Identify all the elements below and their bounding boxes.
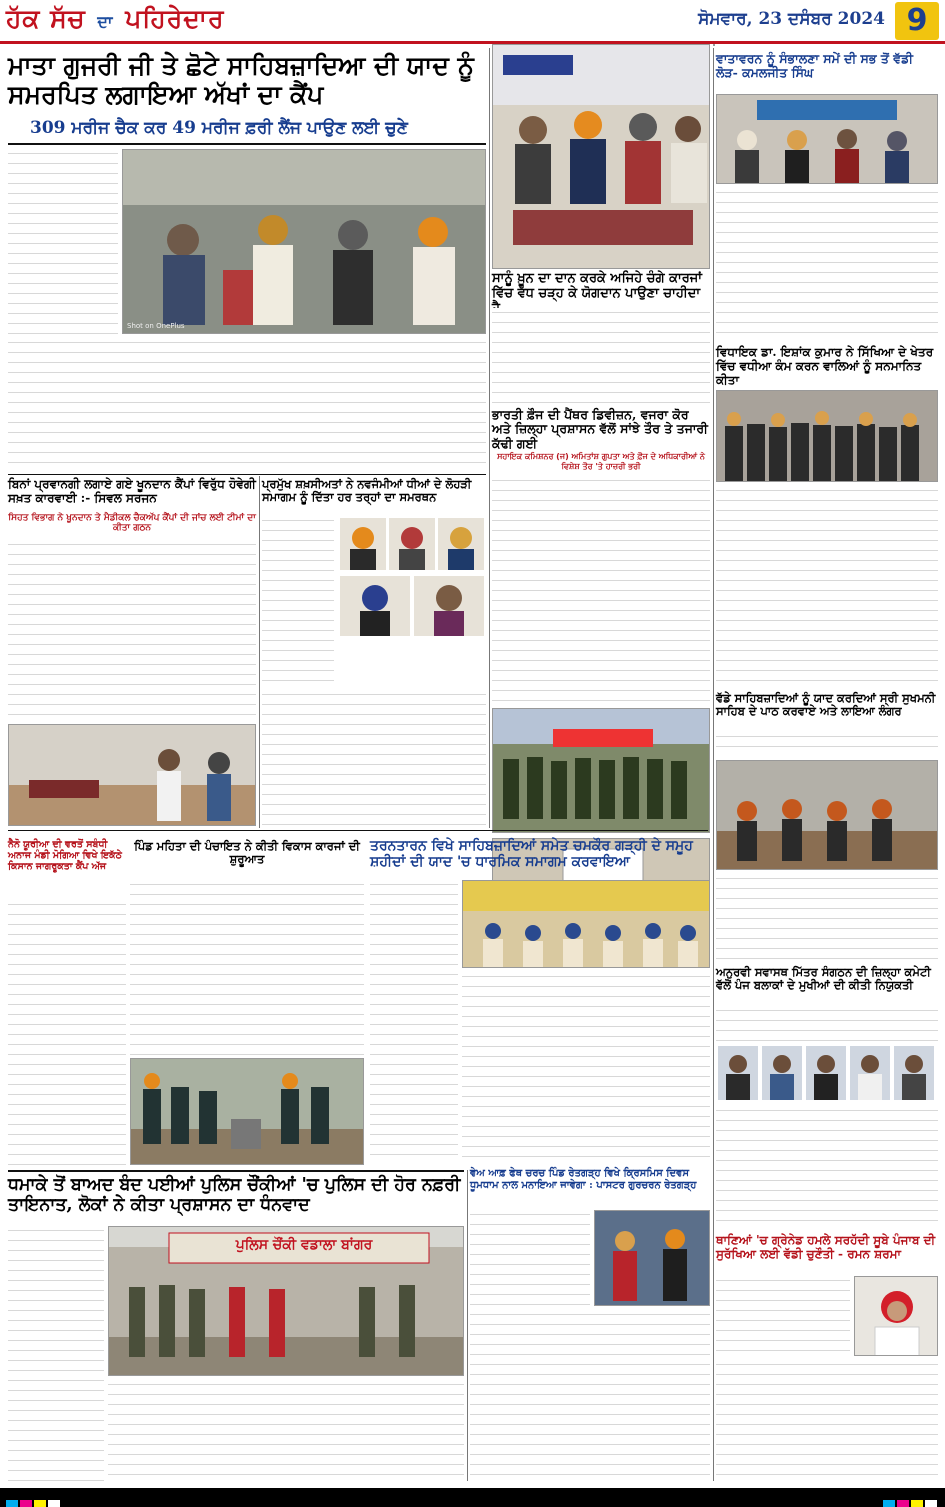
- page-number: 9: [895, 2, 939, 40]
- blood-donation-headline: ਸਾਨੂੰ ਖ਼ੂਨ ਦਾ ਦਾਨ ਕਰਕੇ ਅਜਿਹੇ ਚੰਗੇ ਕਾਰਜਾਂ ਵਿੱਚ ਵੱਧ ਚੜ੍ਹ ਕੇ ਯੋਗਦਾਨ ਪਾਉਣਾ ਚਾਹੀਦਾ: [492, 271, 702, 301]
- column-rule: [489, 48, 490, 828]
- nri-body: [8, 900, 126, 1165]
- environment-body: [716, 188, 938, 340]
- health-committee-body: [716, 1106, 938, 1226]
- environment-photo: [716, 94, 938, 184]
- tarn-taran-body: [462, 972, 710, 1160]
- environment-headline: ਵਾਤਾਵਰਨ ਨੂੰ ਸੰਭਾਲਣਾ ਸਮੇਂ ਦੀ ਸਭ ਤੋਂ ਵੱਡੀ ਲੋੜ- ਕਮਲਜੀਤ ਸਿੰਘ: [716, 51, 913, 81]
- photo-credit: Shot on OnePlus: [127, 322, 185, 330]
- tarn-taran-photo-art: [463, 881, 710, 968]
- christmas-body-col: [470, 1210, 590, 1306]
- sukhmani-body: [716, 874, 938, 962]
- divider: [8, 830, 708, 831]
- civil-surgeon-photo-art: [9, 725, 256, 826]
- logo-left: ਹੱਕ ਸੱਚ: [6, 4, 86, 33]
- village-works-photo-art: [131, 1059, 364, 1165]
- army-body: [492, 476, 710, 706]
- village-works-photo: [130, 1058, 364, 1165]
- column-rule: [467, 1170, 468, 1481]
- blood-donation-photo: [492, 44, 710, 269]
- health-committee-portraits: [716, 1044, 938, 1102]
- nri-headline: ਨੈਨੋ ਯੂਰੀਆ ਦੀ ਵਰਤੋਂ ਸਬੰਧੀ ਅਨਾਜ ਮੰਡੀ ਮੋਗਿਆ ਵਿਖੇ ਇਕੱਠੇ ਕਿਸਾਨ ਜਾਗਰੂਕਤਾ ਕੈਂਪ ਅੱਜ: [8, 839, 122, 872]
- masthead: [0, 0, 945, 44]
- lohri-headline: ਪ੍ਰਮੁੱਖ ਸ਼ਖ਼ਸੀਅਤਾਂ ਨੇ ਨਵਜੰਮੀਆਂ ਧੀਆਂ ਦੇ ਲੋਹੜੀ ਸਮਾਗਮ ਨੂੰ ਦਿੱਤਾ ਹਰ ਤਰ੍ਹਾਂ ਦਾ ਸਮਰਥਨ: [262, 477, 472, 505]
- army-subhead: ਸਹਾਇਕ ਕਮਿਸ਼ਨਰ (ਜ) ਅਮਿਤਾਂਸ਼ ਗੁਪਤਾ ਅਤੇ ਫ਼ੌਜ ਦੇ ਅਧਿਕਾਰੀਆਂ ਨੇ ਵਿਸ਼ੇਸ਼ ਤੌਰ 'ਤੇ ਹਾਜ਼ਰੀ ਭਰੀ: [497, 452, 705, 471]
- eye-camp-photo: [122, 149, 486, 334]
- blood-donation-photo-art: [493, 45, 710, 269]
- lohri-body: [262, 690, 486, 826]
- column-rule: [713, 48, 714, 1481]
- logo-right: ਪਹਿਰੇਦਾਰ: [125, 4, 225, 33]
- health-committee-body-top: [716, 1006, 938, 1042]
- health-committee-headline: ਅਨੁਰਵੀ ਸਵਾਸਥ ਮਿੱਤਰ ਸੰਗਠਨ ਦੀ ਜ਼ਿਲ੍ਹਾ ਕਮੇਟੀ ਵੱਲੋਂ ਪੰਜ ਬਲਾਕਾਂ ਦੇ ਮੁਖੀਆਂ ਦੀ ਕੀਤੀ ਨਿਯੁਕਤੀ: [716, 965, 931, 993]
- police-post-sign: ਪੁਲਿਸ ਚੌਂਕੀ ਵਡਾਲਾ ਬਾਂਗਰ: [235, 1237, 373, 1253]
- grenade-photo: [854, 1276, 938, 1356]
- vidhayak-body: [716, 486, 938, 686]
- color-registration-strip: [883, 1493, 939, 1507]
- sukhmani-photo: [716, 760, 938, 870]
- health-committee-portraits-art: [716, 1044, 938, 1102]
- grenade-headline: ਥਾਣਿਆਂ 'ਚ ਗ੍ਰੇਨੇਡ ਹਮਲੇ ਸਰਹੱਦੀ ਸੂਬੇ ਪੰਜਾਬ ਦੀ ਸੁਰੱਖਿਆ ਲਈ ਵੱਡੀ ਚੁਣੌਤੀ - ਰਮਨ ਸ਼ਰਮਾ: [716, 1233, 936, 1261]
- column-rule: [259, 476, 260, 828]
- divider: [8, 474, 486, 475]
- eye-camp-headline: ਮਾਤਾ ਗੁਜਰੀ ਜੀ ਤੇ ਛੋਟੇ ਸਾਹਿਬਜ਼ਾਦਿਆ ਦੀ ਯਾਦ ਨੂੰ ਸਮਰਪਿਤ ਲਗਾਇਆ ਅੱਖਾਂ ਦਾ ਕੈਂਪ: [8, 51, 474, 109]
- christmas-headline: ਵੇਅ ਆਫ਼ ਫੇਥ ਚਰਚ ਪਿੰਡ ਰੇਤਗੜ੍ਹ ਵਿਖੇ ਕ੍ਰਿਸਮਿਸ ਦਿਵਸ ਧੂਮਧਾਮ ਨਾਲ ਮਨਾਇਆ ਜਾਵੇਗਾ : ਪਾਸਟਰ ਗੁਰਚਰਨ ਰੇਤਗੜ੍ਹ: [470, 1168, 697, 1191]
- vidhayak-headline: ਵਿਧਾਇਕ ਡਾ. ਇਸ਼ਾਂਕ ਕੁਮਾਰ ਨੇ ਸਿੱਖਿਆ ਦੇ ਖੇਤਰ ਵਿੱਚ ਵਧੀਆ ਕੰਮ ਕਰਨ ਵਾਲਿਆਂ ਨੂੰ ਸਨਮਾਨਿਤ ਕੀਤਾ: [716, 345, 934, 387]
- army-photo-art: [493, 709, 710, 833]
- christmas-photo: [594, 1210, 710, 1306]
- civil-surgeon-headline: ਬਿਨਾਂ ਪ੍ਰਵਾਨਗੀ ਲਗਾਏ ਗਏ ਖੂਨਦਾਨ ਕੈਂਪਾਂ ਵਿਰੁੱਧ ਹੋਵੇਗੀ ਸਖ਼ਤ ਕਾਰਵਾਈ :- ਸਿਵਲ ਸਰਜਨ: [8, 477, 256, 505]
- tarn-taran-photo: [462, 880, 710, 968]
- logo-mid: ਦਾ: [97, 12, 114, 31]
- blood-donation-body: [492, 308, 710, 403]
- village-works-headline: ਪਿੰਡ ਮਹਿਤਾ ਦੀ ਪੰਚਾਇਤ ਨੇ ਕੀਤੀ ਵਿਕਾਸ ਕਾਰਜਾਂ ਦੀ ਸ਼ੁਰੂਆਤ: [134, 839, 360, 867]
- police-post-photo: [108, 1226, 464, 1376]
- eye-camp-photo-art: [123, 150, 486, 334]
- divider: [8, 1170, 464, 1172]
- sukhmani-photo-art: [717, 761, 938, 870]
- tarn-taran-body-left: [370, 880, 458, 1160]
- vidhayak-photo-art: [717, 391, 938, 482]
- sukhmani-headline: ਵੱਡੇ ਸਾਹਿਬਜ਼ਾਦਿਆਂ ਨੂੰ ਯਾਦ ਕਰਦਿਆਂ ਸ੍ਰੀ ਸੁਖਮਨੀ ਸਾਹਿਬ ਦੇ ਪਾਠ ਕਰਵਾਏ ਅਤੇ ਲਾਇਆ ਲੰਗਰ: [716, 691, 936, 719]
- eye-camp-body-lower: [8, 338, 486, 471]
- police-posts-body-col: [8, 1226, 104, 1481]
- christmas-photo-art: [595, 1211, 710, 1306]
- sukhmani-body-top: [716, 732, 938, 756]
- police-posts-body: [108, 1380, 464, 1481]
- environment-photo-art: [717, 95, 938, 184]
- grenade-body-col: [716, 1276, 850, 1356]
- lohri-portraits-art: [338, 516, 486, 686]
- civil-surgeon-subhead: ਸਿਹਤ ਵਿਭਾਗ ਨੇ ਖੂਨਦਾਨ ਤੇ ਮੈਡੀਕਲ ਚੈਕਅੱਪ ਕੈਂਪਾਂ ਦੀ ਜਾਂਚ ਲਈ ਟੀਮਾਂ ਦਾ ਕੀਤਾ ਗਠਨ: [8, 513, 256, 533]
- spacer: [713, 44, 715, 46]
- divider: [8, 143, 486, 145]
- vidhayak-photo: [716, 390, 938, 482]
- army-headline: ਭਾਰਤੀ ਫ਼ੌਜ ਦੀ ਪੈਂਥਰ ਡਿਵੀਜ਼ਨ, ਵਜਰਾ ਕੋਰ ਅਤੇ ਜ਼ਿਲ੍ਹਾ ਪ੍ਰਸ਼ਾਸਨ ਵੱਲੋਂ ਸਾਂਝੇ ਤੌਰ ਤੇ ਤਜਾਰੀ ਕੱਢੀ ਗਈ: [492, 407, 708, 451]
- tarn-taran-headline: ਤਰਨਤਾਰਨ ਵਿਖੇ ਸਾਹਿਬਜ਼ਾਦਿਆਂ ਸਮੇਤ ਚਮਕੌਰ ਗੜ੍ਹੀ ਦੇ ਸਮੂਹ ਸ਼ਹੀਦਾਂ ਦੀ ਯਾਦ 'ਚ ਧਾਰਮਿਕ ਸਮਾਗਮ ਕਰਵਾਇਆ: [370, 838, 693, 871]
- christmas-body: [470, 1310, 710, 1481]
- army-photo: [492, 708, 710, 833]
- newspaper-logo: [6, 4, 224, 34]
- lohri-body-col: [262, 516, 334, 686]
- dateline: ਸੋਮਵਾਰ, 23 ਦਸੰਬਰ 2024: [698, 9, 885, 29]
- police-posts-headline: ਧਮਾਕੇ ਤੋਂ ਬਾਅਦ ਬੰਦ ਪਈਆਂ ਪੁਲਿਸ ਚੌਂਕੀਆਂ 'ਚ ਪੁਲਿਸ ਦੀ ਹੋਰ ਨਫ਼ਰੀ ਤਾਇਨਾਤ, ਲੋਕਾਂ ਨੇ ਕੀਤਾ ਪ੍ਰਸ਼ਾਸਨ ਦਾ ਧੰਨਵਾਦ: [8, 1175, 461, 1216]
- lohri-portraits: [338, 516, 486, 686]
- color-registration-strip: [6, 1493, 62, 1507]
- footer-bar: [0, 1488, 945, 1507]
- grenade-body: [716, 1360, 938, 1481]
- civil-surgeon-photo: [8, 724, 256, 826]
- eye-camp-subhead: 309 ਮਰੀਜ ਚੈਕ ਕਰ 49 ਮਰੀਜ ਫ਼ਰੀ ਲੈਂਜ ਪਾਉਣ ਲਈ ਚੁਣੇ: [30, 118, 408, 138]
- civil-surgeon-body: [8, 540, 256, 720]
- village-works-body: [130, 880, 364, 1055]
- grenade-photo-art: [855, 1277, 938, 1356]
